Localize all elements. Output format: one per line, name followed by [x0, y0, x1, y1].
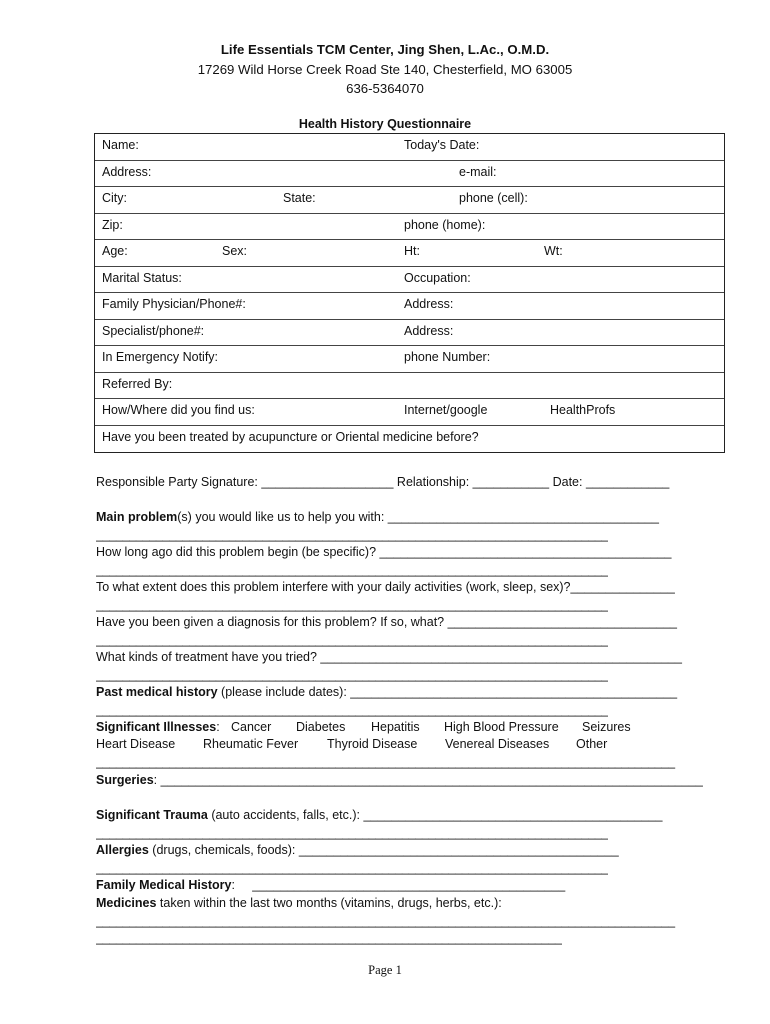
form-field-label[interactable]: How/Where did you find us: [102, 403, 255, 417]
form-row [95, 134, 724, 161]
extent-field[interactable]: To what extent does this problem interfere with your daily activities (work, sleep, sex)?_______________ [96, 580, 675, 594]
form-row [95, 161, 724, 188]
how-long-field[interactable]: How long ago did this problem begin (be specific)? __________________________________________ [96, 545, 672, 559]
family-history-text: : _____________________________________________ [231, 878, 566, 892]
form-field-label[interactable]: phone (home): [404, 217, 486, 232]
form-row [95, 346, 724, 373]
blank-line[interactable]: ______________________________________________________________________ [96, 931, 562, 945]
form-row [95, 293, 724, 320]
illness-option[interactable]: Heart Disease [96, 737, 176, 751]
form-field-label[interactable]: e-mail: [459, 164, 497, 179]
form-field-label[interactable]: Address: [404, 323, 454, 338]
blank-line[interactable]: _____________________________________________________________________________ [96, 668, 609, 682]
blank-line[interactable]: _____________________________________________________________________________ [96, 528, 609, 542]
clinic-name: Life Essentials TCM Center, Jing Shen, L.Ac., O.M.D. [220, 42, 550, 57]
patient-info-table [94, 133, 725, 453]
illness-option[interactable]: Cancer [231, 720, 272, 734]
form-field-label[interactable]: Name: [102, 138, 139, 152]
allergies-text: (drugs, chemicals, foods): ______________________________________________ [148, 843, 619, 857]
form-field-label[interactable]: Today's Date: [404, 138, 480, 152]
form-field-label[interactable]: Zip: [102, 217, 123, 232]
diagnosis-field[interactable]: Have you been given a diagnosis for this problem? If so, what? _________________________________ [96, 615, 678, 629]
form-field-label[interactable]: Have you been treated by acupuncture or Oriental medicine before? [102, 429, 479, 444]
form-field-label[interactable]: Marital Status: [102, 270, 182, 285]
family-history-field[interactable] [96, 878, 565, 892]
form-field-label[interactable]: Sex: [222, 244, 248, 258]
form-field-label[interactable]: City: [102, 191, 127, 205]
form-field-label[interactable]: Age: [102, 244, 128, 258]
main-problem-field[interactable] [96, 510, 659, 524]
form-field-label[interactable]: phone Number: [404, 350, 491, 364]
form-field-label[interactable]: Internet/google [404, 403, 488, 417]
form-field-label[interactable]: phone (cell): [459, 191, 528, 205]
form-field-label[interactable]: HealthProfs [550, 403, 616, 417]
illness-option[interactable]: Seizures [582, 720, 631, 734]
form-row [95, 214, 724, 241]
blank-line[interactable]: _____________________________________________________________________________ [96, 703, 609, 717]
illness-option[interactable]: Other [576, 737, 608, 751]
blank-line[interactable]: _______________________________________________________________________________________ [96, 755, 675, 769]
past-history-label: Past medical history [96, 685, 218, 699]
form-row [95, 240, 724, 267]
surgeries-label: Surgeries [96, 773, 154, 787]
form-field-label[interactable]: Specialist/phone#: [102, 323, 205, 338]
blank-line[interactable]: _____________________________________________________________________________ [96, 598, 609, 612]
clinic-phone: 636-5364070 [346, 81, 424, 96]
illnesses-label-line: Significant Illnesses: [96, 720, 220, 734]
form-field-label[interactable]: Referred By: [102, 376, 173, 391]
signature-line[interactable]: Responsible Party Signature: ___________________ Relationship: ___________ Date: ____________ [96, 475, 670, 489]
clinic-address: 17269 Wild Horse Creek Road Ste 140, Chesterfield, MO 63005 [197, 62, 573, 77]
illness-option[interactable]: Diabetes [296, 720, 346, 734]
form-field-label[interactable]: Family Physician/Phone#: [102, 297, 246, 311]
form-row [95, 373, 724, 400]
blank-line[interactable]: _____________________________________________________________________________ [96, 861, 609, 875]
illness-option[interactable]: Hepatitis [371, 720, 420, 734]
form-field-label[interactable]: Address: [102, 164, 152, 179]
trauma-field[interactable] [96, 808, 662, 822]
surgeries-field[interactable] [96, 773, 703, 787]
blank-line[interactable]: _____________________________________________________________________________ [96, 633, 609, 647]
form-row [95, 426, 724, 453]
blank-line[interactable]: _____________________________________________________________________________ [96, 826, 609, 840]
surgeries-text: : ______________________________________________________________________________ [153, 773, 703, 787]
form-field-label[interactable]: Wt: [544, 244, 563, 258]
form-row [95, 267, 724, 294]
form-field-label[interactable]: Occupation: [404, 270, 471, 285]
trauma-text: (auto accidents, falls, etc.): ___________________________________________ [207, 808, 663, 822]
medicines-text: taken within the last two months (vitamins, drugs, herbs, etc.): [156, 896, 502, 910]
illness-option[interactable]: Thyroid Disease [327, 737, 418, 751]
form-field-label[interactable]: In Emergency Notify: [102, 350, 219, 364]
trauma-label: Significant Trauma [96, 808, 208, 822]
blank-line[interactable]: _____________________________________________________________________________ [96, 563, 609, 577]
family-history-label: Family Medical History [96, 878, 232, 892]
illness-option[interactable]: High Blood Pressure [444, 720, 559, 734]
allergies-label: Allergies [96, 843, 149, 857]
medicines-label: Medicines [96, 896, 157, 910]
medicines-field[interactable] [96, 896, 502, 910]
illness-option[interactable]: Venereal Diseases [445, 737, 550, 751]
main-problem-label: Main problem [96, 510, 178, 524]
past-history-text: (please include dates): _______________________________________________ [217, 685, 678, 699]
allergies-field[interactable] [96, 843, 619, 857]
form-field-label[interactable]: State: [283, 191, 316, 205]
page-number: Page 1 [368, 963, 402, 977]
main-problem-text: (s) you would like us to help you with: _______________________________________ [177, 510, 659, 524]
form-field-label[interactable]: Ht: [404, 244, 420, 258]
past-history-field[interactable] [96, 685, 677, 699]
form-row [95, 320, 724, 347]
form-row [95, 187, 724, 214]
treatment-field[interactable]: What kinds of treatment have you tried? ____________________________________________________ [96, 650, 682, 664]
illness-option[interactable]: Rheumatic Fever [203, 737, 299, 751]
form-title: Health History Questionnaire [298, 117, 472, 131]
form-field-label[interactable]: Address: [404, 297, 454, 311]
blank-line[interactable]: _______________________________________________________________________________________ [96, 914, 675, 928]
form-row [95, 399, 724, 426]
illnesses-label: Significant Illnesses [96, 720, 217, 734]
